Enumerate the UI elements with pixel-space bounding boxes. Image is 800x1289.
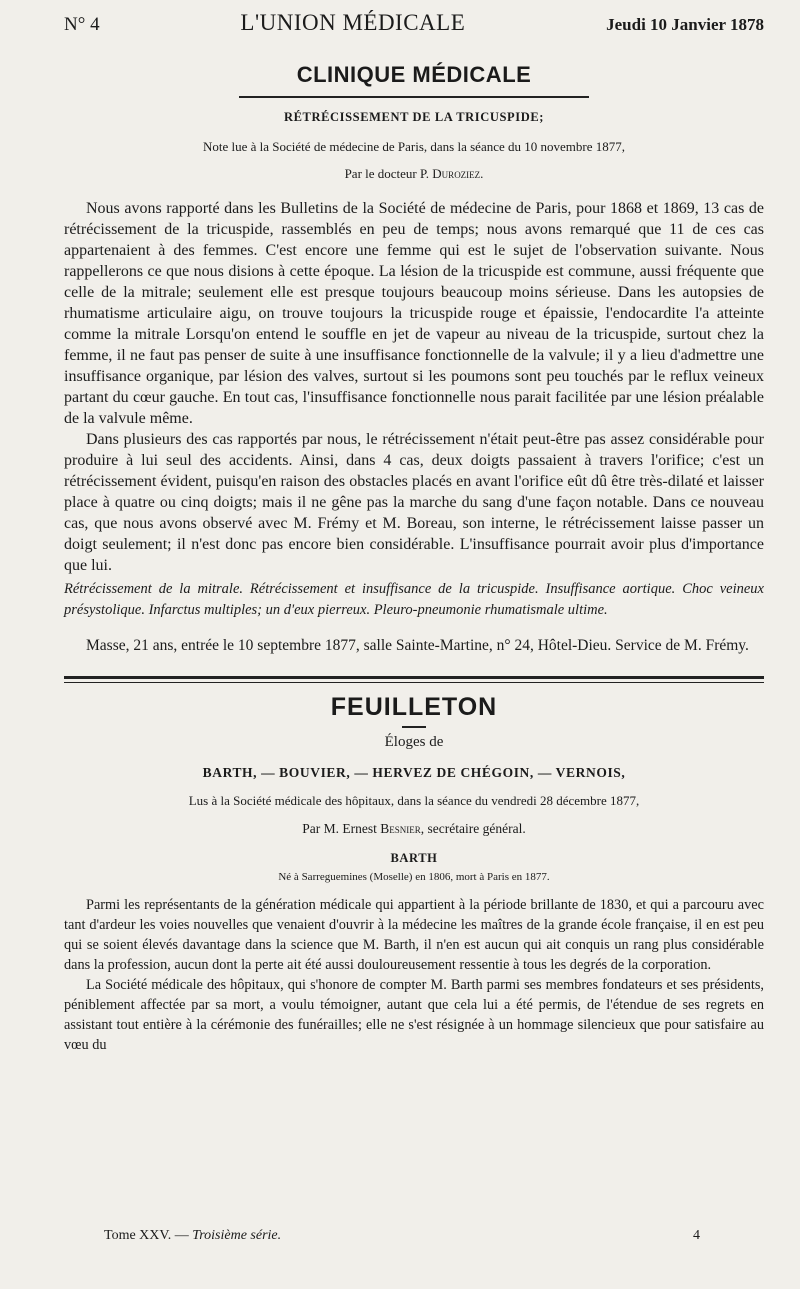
- issue-date: Jeudi 10 Janvier 1878: [606, 15, 764, 34]
- author-name: Besnier: [380, 821, 421, 836]
- subject-heading: BARTH: [390, 851, 438, 865]
- page-footer: [104, 1228, 700, 1244]
- eloges-heading: Éloges de: [384, 734, 444, 750]
- byline-prefix: Par M. Ernest: [302, 821, 381, 836]
- byline-suffix: , secrétaire général.: [420, 821, 526, 836]
- feuilleton-body: [64, 895, 764, 1055]
- feuilleton-byline: [64, 821, 764, 837]
- section-title-clinique: CLINIQUE MÉDICALE: [296, 62, 532, 87]
- volume-info: [104, 1228, 281, 1244]
- article-byline: [64, 166, 764, 182]
- subject-dates: Né à Sarreguemines (Moselle) en 1806, mort à Paris en 1877.: [278, 871, 550, 883]
- article-note: Note lue à la Société de médecine de Paris, dans la séance du 10 novembre 1877,: [203, 139, 625, 154]
- article-paragraph: Dans plusieurs des cas rapportés par nous, le rétrécissement n'était peut-être pas assez considérable pour produire à lui seul des accidents. Ainsi, dans 4 cas, deux doigts passaient à travers l'orifice; c'est un rétrécissement évident, puisqu'en raison des obstacles placés en avant l'orifice eût dû être très-dilaté et laisser place à quatre ou cinq doigts; mais il ne gêne pas la marche du sang d'une façon notable. Dans ce nouveau cas, que nous avons observé avec M. Frémy et M. Boreau, son interne, le rétrécissement laisse passer un doigt seulement; il n'est donc pas encore bien considérable. L'insuffisance pourrait avoir plus d'importance que lui.: [64, 431, 764, 574]
- article-body: [64, 198, 764, 576]
- article-paragraph: Nous avons rapporté dans les Bulletins de la Société de médecine de Paris, pour 1868 et 1869, 13 cas de rétrécissement de la tricuspide, rassemblés en peu de temps; nous avons remarqué que 11 de ces cas appartenaient à des femmes. C'est encore une femme qui est le sujet de l'observation suivante. Nous rappellerons ce que nous disions à cette époque. La lésion de la tricuspide est commune, aussi fréquente que celle de la mitrale; seulement elle est presque toujours beaucoup moins sérieuse. Dans les autopsies de rhumatisme articulaire aigu, on trouve toujours la tricuspide rouge et épaissie, l'endocardite l'a atteinte comme la mitrale Lorsqu'on entend le souffle en jet de vapeur au niveau de la tricuspide, surtout chez la femme, il ne faut pas penser de suite à une insuffisance fonctionnelle de la valvule; il y a lieu d'admettre une insuffisance organique, par lésion des valves, surtout si les poumons sont peu touchés par le reflux veineux partant du cœur gauche. En tout cas, l'insuffisance fonctionnelle nous parait facilitée par une lésion préalable de la valvule même.: [64, 200, 764, 427]
- feuilleton-paragraph: La Société médicale des hôpitaux, qui s'honore de compter M. Barth parmi ses membres fondateurs et ses présidents, péniblement affectée par sa mort, a voulu témoigner, autant que cela lui a été permis, de l'étendue de ses regrets en assistant tout entière à la cérémonie des funérailles; elle ne s'est résignée à un hommage silencieux que pour satisfaire au vœu du: [64, 977, 764, 1053]
- journal-title: L'UNION MÉDICALE: [240, 10, 466, 35]
- series-label: Troisième série.: [192, 1228, 282, 1243]
- feuilleton-paragraph: Parmi les représentants de la génération médicale qui appartient à la période brillante de 1830, et qui a parcouru avec tant d'ardeur les voies nouvelles que venaient d'ouvrir à la médecine les maîtres de la grande école française, il en est peu qui se soient élevés davantage dans la science que M. Barth, il n'en est aucun qui ait conquis un rang plus considérable dans la profession, aucun dont la perte ait été aussi douloureusement ressentie à tous les degrés de la corporation.: [64, 897, 764, 973]
- issue-number: N° 4: [64, 14, 100, 35]
- page-header: [64, 10, 764, 40]
- reading-note: Lus à la Société médicale des hôpitaux, dans la séance du vendredi 28 décembre 1877,: [188, 793, 640, 808]
- case-summary: Rétrécissement de la mitrale. Rétrécissement et insuffisance de la tricuspide. Insuffisance aortique. Choc veineux présystolique. Infarctus multiples; un d'eux pierreux. Pleuro-pneumonie rhumatismale ultime.: [64, 581, 764, 618]
- case-details: Masse, 21 ans, entrée le 10 septembre 1877, salle Sainte-Martine, n° 24, Hôtel-Dieu. Service de M. Frémy.: [86, 637, 749, 654]
- article-title: RÉTRÉCISSEMENT DE LA TRICUSPIDE;: [283, 110, 545, 124]
- feuilleton-rule: [402, 726, 426, 728]
- author-name: Duroziez.: [432, 166, 484, 181]
- section-rule: [239, 96, 589, 98]
- page-number: 4: [693, 1228, 700, 1243]
- byline-prefix: Par le docteur P.: [344, 166, 433, 181]
- feuilleton-separator: [64, 676, 764, 683]
- tome-label: Tome XXV. —: [104, 1228, 193, 1243]
- feuilleton-title: FEUILLETON: [330, 693, 498, 721]
- eulogized-names: BARTH, — BOUVIER, — HERVEZ DE CHÉGOIN, — VERNOIS,: [202, 765, 626, 780]
